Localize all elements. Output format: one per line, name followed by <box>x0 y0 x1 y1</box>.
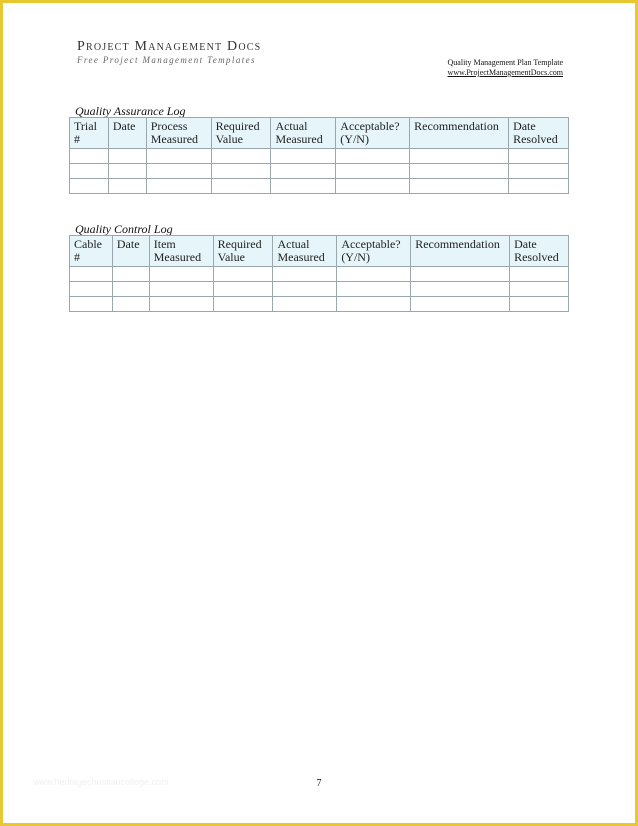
document-title: Quality Management Plan Template <box>447 58 563 67</box>
brand-logo <box>77 39 261 65</box>
qa-log-title: Quality Assurance Log <box>75 104 186 118</box>
table-cell[interactable] <box>510 282 569 297</box>
table-row <box>70 282 569 297</box>
table-cell[interactable] <box>112 297 149 312</box>
table-cell[interactable] <box>273 282 337 297</box>
table-cell[interactable] <box>271 149 336 164</box>
table-cell[interactable] <box>70 267 113 282</box>
table-row <box>70 297 569 312</box>
table-cell[interactable] <box>411 267 510 282</box>
table-cell[interactable] <box>70 164 109 179</box>
table-row <box>70 164 569 179</box>
brand-name: Project Management Docs <box>77 39 262 54</box>
qc-col-header: Acceptable? (Y/N) <box>337 236 411 267</box>
table-cell[interactable] <box>112 282 149 297</box>
table-cell[interactable] <box>149 267 213 282</box>
qc-col-header: Recommendation <box>411 236 510 267</box>
document-url-link[interactable]: www.ProjectManagementDocs.com <box>447 68 563 77</box>
qa-col-header: Actual Measured <box>271 118 336 149</box>
table-cell[interactable] <box>510 297 569 312</box>
qa-col-header: Required Value <box>211 118 271 149</box>
table-cell[interactable] <box>410 179 509 194</box>
table-cell[interactable] <box>337 267 411 282</box>
table-cell[interactable] <box>273 297 337 312</box>
qc-col-header: Actual Measured <box>273 236 337 267</box>
brand-tagline: Free Project Management Templates <box>77 55 256 65</box>
table-cell[interactable] <box>108 179 146 194</box>
table-cell[interactable] <box>213 267 273 282</box>
qc-header-row <box>70 236 569 267</box>
table-cell[interactable] <box>211 179 271 194</box>
page-number: 7 <box>316 778 322 789</box>
table-row <box>70 267 569 282</box>
table-cell[interactable] <box>108 164 146 179</box>
table-cell[interactable] <box>108 149 146 164</box>
table-cell[interactable] <box>70 179 109 194</box>
qa-col-header: Process Measured <box>146 118 211 149</box>
table-cell[interactable] <box>211 149 271 164</box>
qa-col-header: Date <box>108 118 146 149</box>
table-cell[interactable] <box>271 179 336 194</box>
table-cell[interactable] <box>273 267 337 282</box>
qc-col-header: Date <box>112 236 149 267</box>
table-cell[interactable] <box>509 179 569 194</box>
table-cell[interactable] <box>112 267 149 282</box>
table-cell[interactable] <box>510 267 569 282</box>
qc-log-title: Quality Control Log <box>75 222 173 236</box>
table-cell[interactable] <box>70 297 113 312</box>
table-cell[interactable] <box>213 297 273 312</box>
qa-col-header: Acceptable? (Y/N) <box>336 118 410 149</box>
qc-col-header: Cable # <box>70 236 113 267</box>
qa-log-table <box>69 117 569 194</box>
qc-log-table <box>69 235 569 312</box>
qa-col-header: Recommendation <box>410 118 509 149</box>
table-cell[interactable] <box>410 164 509 179</box>
table-cell[interactable] <box>146 149 211 164</box>
table-cell[interactable] <box>70 149 109 164</box>
table-cell[interactable] <box>411 297 510 312</box>
watermark: www.heritagechristiancollege.com <box>33 777 169 787</box>
table-row <box>70 149 569 164</box>
table-cell[interactable] <box>337 282 411 297</box>
qa-col-header: Trial # <box>70 118 109 149</box>
table-cell[interactable] <box>410 149 509 164</box>
table-cell[interactable] <box>213 282 273 297</box>
table-row <box>70 179 569 194</box>
qa-header-row <box>70 118 569 149</box>
table-cell[interactable] <box>509 149 569 164</box>
document-meta <box>448 58 563 78</box>
table-cell[interactable] <box>336 164 410 179</box>
table-cell[interactable] <box>336 149 410 164</box>
table-cell[interactable] <box>411 282 510 297</box>
table-cell[interactable] <box>146 179 211 194</box>
table-cell[interactable] <box>337 297 411 312</box>
table-cell[interactable] <box>211 164 271 179</box>
table-cell[interactable] <box>509 164 569 179</box>
table-cell[interactable] <box>336 179 410 194</box>
table-cell[interactable] <box>70 282 113 297</box>
qc-col-header: Required Value <box>213 236 273 267</box>
table-cell[interactable] <box>149 282 213 297</box>
table-cell[interactable] <box>271 164 336 179</box>
qc-col-header: Date Resolved <box>510 236 569 267</box>
qc-col-header: Item Measured <box>149 236 213 267</box>
table-cell[interactable] <box>146 164 211 179</box>
table-cell[interactable] <box>149 297 213 312</box>
qa-col-header: Date Resolved <box>509 118 569 149</box>
